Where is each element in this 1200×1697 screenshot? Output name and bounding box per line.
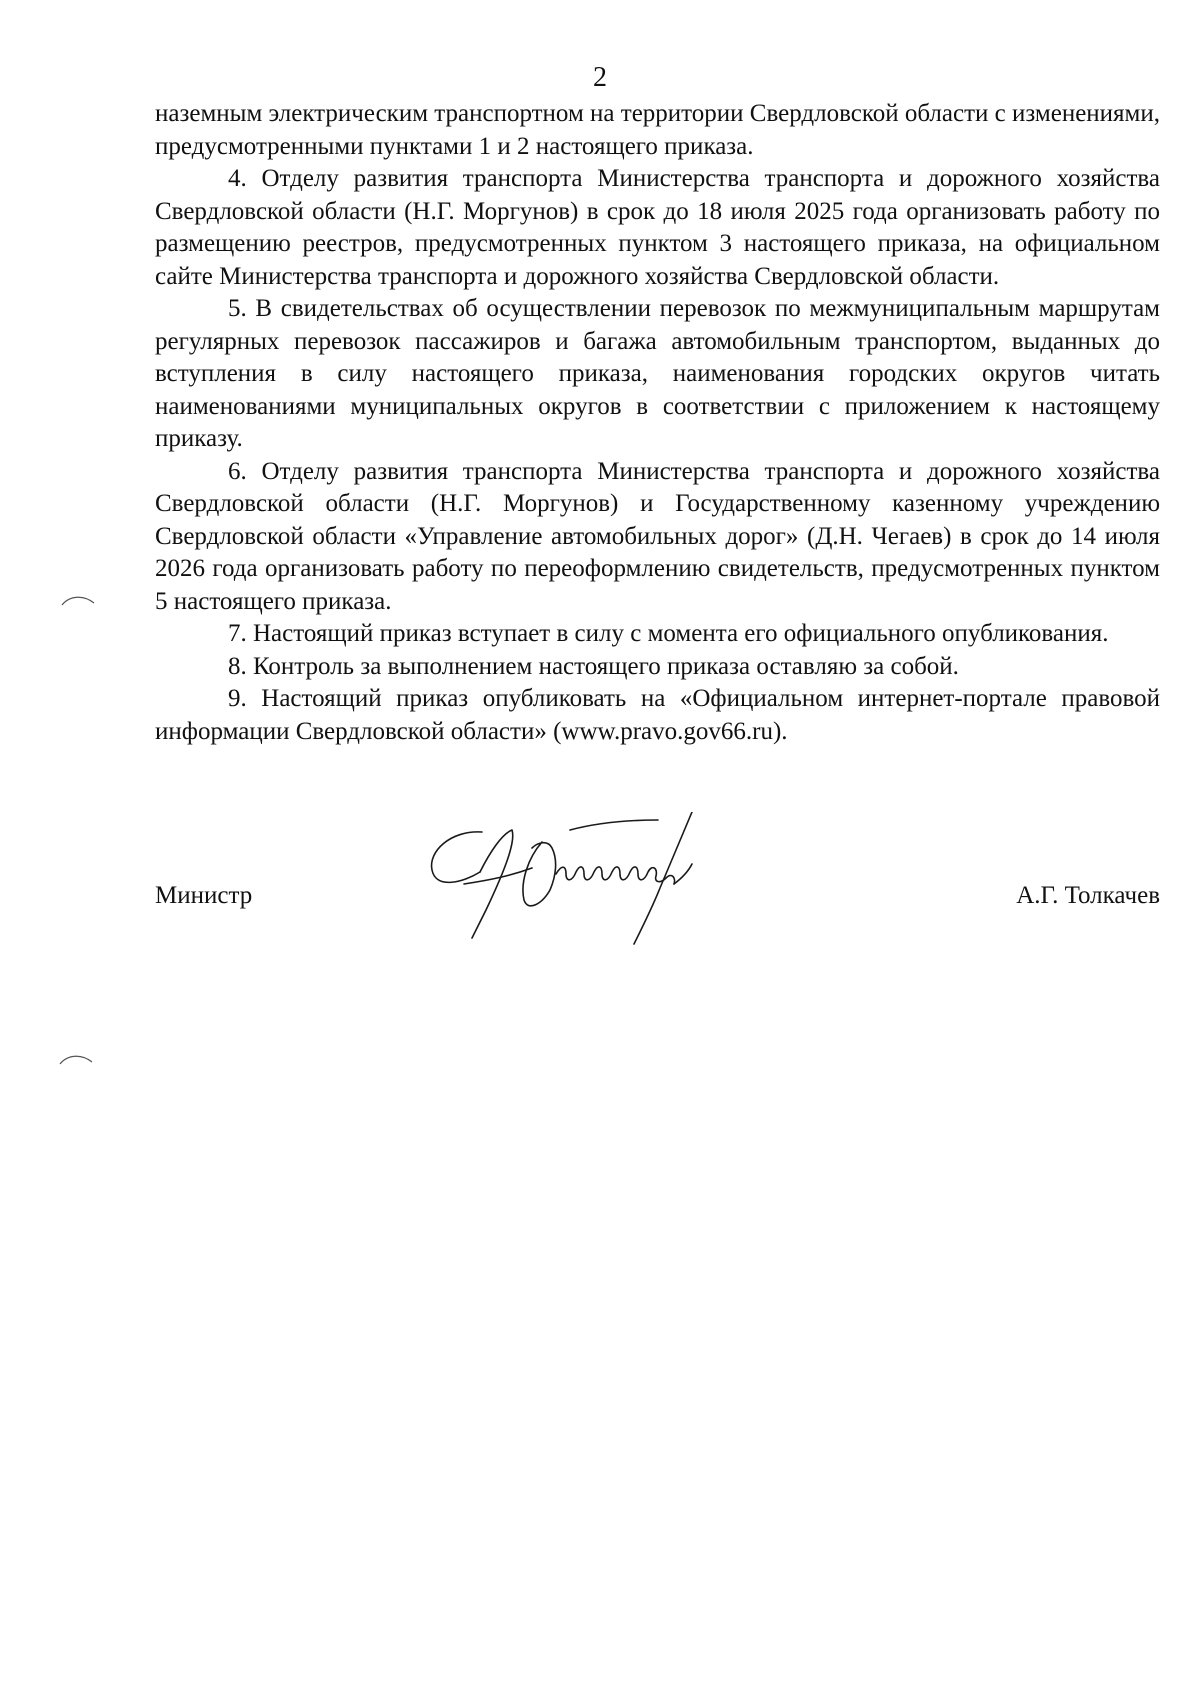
paragraph-item-5: 5. В свидетельствах об осуществлении перевозок по межмуниципальным маршрутам регулярных перевозок пассажиров и багажа автомобильным транспортом, выданных до вступления в силу настоящего приказа, наименования городских округов читать наименованиями муниципальных округов в соответствии с приложением к настоящему приказу.: [155, 295, 1160, 452]
page-number: 2: [593, 62, 607, 93]
paragraph-continuation: наземным электрическим транспортном на территории Свердловской области с изменениями, предусмотренными пунктами 1 и 2 настоящего приказа.: [155, 100, 1160, 160]
paragraph-item-7: 7. Настоящий приказ вступает в силу с момента его официального опубликования.: [228, 620, 1109, 647]
document-body: [155, 98, 1160, 748]
signature-block: [155, 880, 1160, 920]
scan-artifact-mark: [60, 593, 96, 607]
paragraph-item-4: 4. Отделу развития транспорта Министерства транспорта и дорожного хозяйства Свердловской области (Н.Г. Моргунов) в срок до 18 июля 2025 года организовать работу по размещению реестров, предусмотренных пунктом 3 настоящего приказа, на официальном сайте Министерства транспорта и дорожного хозяйства Свердловской области.: [155, 165, 1160, 290]
paragraph-item-8: 8. Контроль за выполнением настоящего приказа оставляю за собой.: [228, 652, 959, 680]
paragraph-item-6: 6. Отделу развития транспорта Министерства транспорта и дорожного хозяйства Свердловской области (Н.Г. Моргунов) и Государственному казенному учреждению Свердловской области «Управление автомобильных дорог» (Д.Н. Чегаев) в срок до 14 июля 2026 года организовать работу по переоформлению свидетельств, предусмотренных пунктом 5 настоящего приказа.: [155, 457, 1160, 615]
signatory-name: А.Г. Толкачев: [1016, 882, 1160, 909]
paragraph-item-9: 9. Настоящий приказ опубликовать на «Официальном интернет-портале правовой информации Свердловской области» (www.pravo.gov66.ru).: [155, 685, 1160, 745]
signatory-title: Министр: [155, 882, 253, 909]
scan-artifact-mark: [58, 1052, 94, 1066]
